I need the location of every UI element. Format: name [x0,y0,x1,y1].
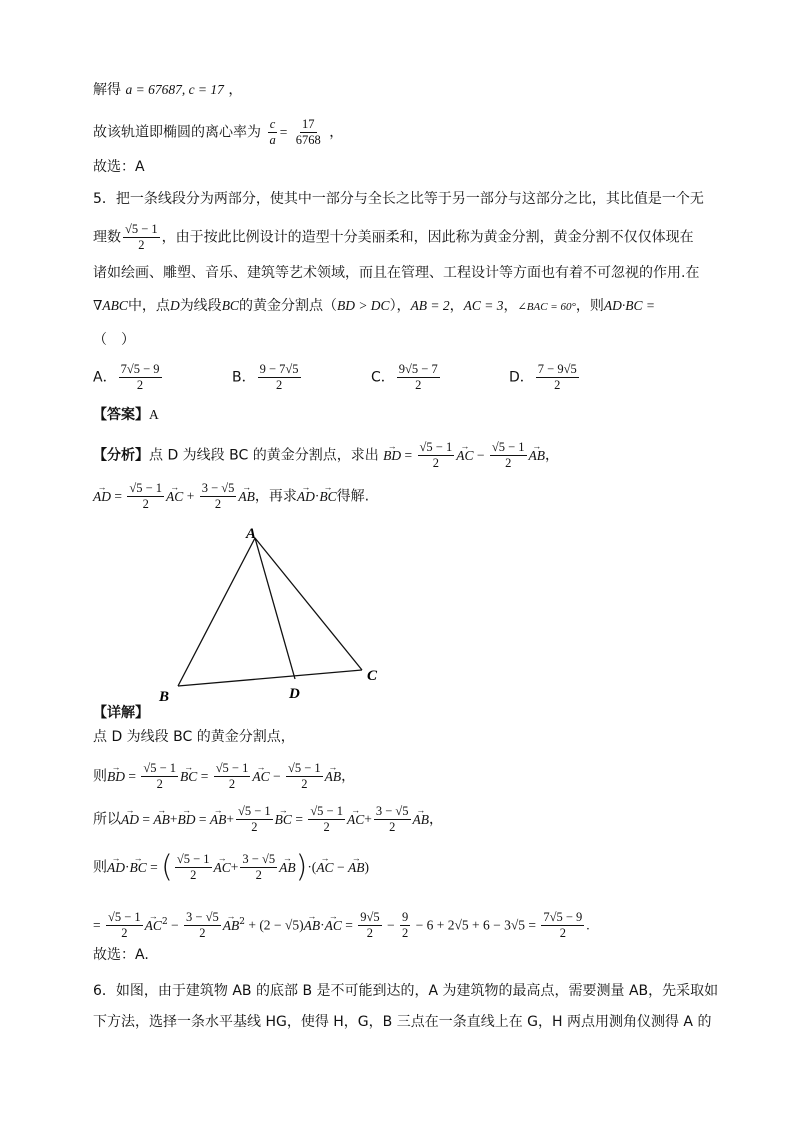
option-b-fraction: $\frac{9 - 7√5}{2}$ [259,362,299,392]
golden-ratio-fraction: $\frac{√5 - 1}{2}$ [125,222,158,252]
detail-tag: 【详解】 [93,705,149,721]
problem5-line2: 理数 $\frac{√5 - 1}{2}$ ，由于按此比例设计的造型十分美丽柔和，因此称为黄金分割，黄金分割不仅仅体现在 [93,222,694,252]
edge-ac [255,538,362,670]
option-c-fraction: $\frac{9√5 - 7}{2}$ [398,362,438,392]
detail-eq1: 则→ BD = $\frac{√5 - 1}{2}$ → BC = $\frac{√5 - 1}{2}$ → AC − $\frac{√5 - 1}{2}$ → AB， [93,761,355,792]
detail-eq4: = $\frac{√5 - 1}{2}$ → $AC^2$ − $\frac{3 - √5}{2}$ → $AB^2 + (2 - √5)\to AB\cdot\to$ AC = $\frac{9√5}{2}$ − $\frac{9}{2}$ − 6 + 2√5 + 6 − 3√5 = $\frac{7√5 - 9}{2}$ . [93,910,590,941]
answer-value: A [149,407,159,422]
ecc-prefix: 故该轨道即椭圆的离心率为 [93,124,261,141]
problem6-line1: 6．如图，由于建筑物 AB 的底部 B 是不可能到达的，A 为建筑物的最高点，需要测量 AB，先采取如 [93,983,719,999]
question-target-expr: AD·BC = [603,298,655,313]
answer-tag: 【答案】 [93,407,149,423]
option-a[interactable]: A． $\frac{7√5 - 9}{2}$ [93,362,160,392]
detail-line1: 点 D 为线段 BC 的黄金分割点， [93,729,295,745]
edge-bc [178,670,362,686]
problem5-line1: 5．把一条线段分为两部分，使其中一部分与全长之比等于另一部分与这部分之比，其比值是一个无 [93,191,704,207]
eccentricity-line: 故该轨道即椭圆的离心率为 $\frac{c}{a}$ = $\frac{17}{6768}$ ， [93,117,344,147]
solve-prefix: 解得 [93,82,121,98]
answer-line [93,405,159,425]
analysis-line2: → AD = $\frac{√5 - 1}{2}$ → AC + $\frac{3 - √5}{2}$ → AB，再求→ AD·→ BC得解. [93,481,369,512]
option-a-fraction: $\frac{7√5 - 9}{2}$ [120,362,160,392]
edge-ab [178,538,255,686]
problem5-paren: （ ） [93,332,135,348]
segment-ad [255,538,295,679]
choose-line-top: 故选：A [93,159,145,175]
label-c: C [367,668,378,684]
option-c[interactable]: C． $\frac{9√5 - 7}{2}$ [371,362,438,392]
label-d: D [289,686,300,702]
problem5-line3: 诸如绘画、雕塑、音乐、建筑等艺术领域，而且在管理、工程设计等方面也有着不可忽视的作用.在 [93,265,700,281]
analysis-line1: 【分析】点 D 为线段 BC 的黄金分割点，求出 → BD = $\frac{√5 - 1}{2}$ → AC − $\frac{√5 - 1}{2}$ → AB， [93,440,559,471]
solve-values: a = 67687, c = 17 [125,82,224,97]
problem5-line4: ∇ABC中，点D为线段BC的黄金分割点（BD > DC），AB = 2，AC = 3，∠BAC = 60°，则AD·BC = [93,298,655,314]
ecc-value-fraction: $\frac{17}{6768}$ [295,117,321,147]
problem6-line2: 下方法，选择一条水平基线 HG，使得 H，G，B 三点在一条直线上在 G，H 两点用测角仪测得 A 的 [93,1014,712,1030]
detail-eq2: 所以→ AD = → AB+→ BD = → AB+ $\frac{√5 - 1}{2}$ → BC = $\frac{√5 - 1}{2}$ → AC+ $\frac{3 - √5}{2}$ → AB， [93,804,443,835]
option-d-fraction: $\frac{7 - 9√5}{2}$ [537,362,577,392]
solve-line [93,80,242,100]
analysis-tag: 【分析】 [93,447,149,464]
option-d[interactable]: D． $\frac{7 - 9√5}{2}$ [509,362,577,392]
triangle-figure [150,520,390,710]
detail-conclusion: 故选：A. [93,947,149,963]
label-a: A [246,526,257,542]
label-b: B [159,689,170,705]
detail-eq3: 则→ AD·→ BC = ( $\frac{√5 - 1}{2}$ → AC+ $\frac{3 - √5}{2}$ → AB)·(→ AC − → AB) [93,852,369,883]
ecc-suffix: ， [329,124,344,141]
option-b[interactable]: B． $\frac{9 - 7√5}{2}$ [232,362,299,392]
solve-suffix: ， [228,82,243,98]
ecc-ratio-fraction: $\frac{c}{a}$ [269,117,276,147]
